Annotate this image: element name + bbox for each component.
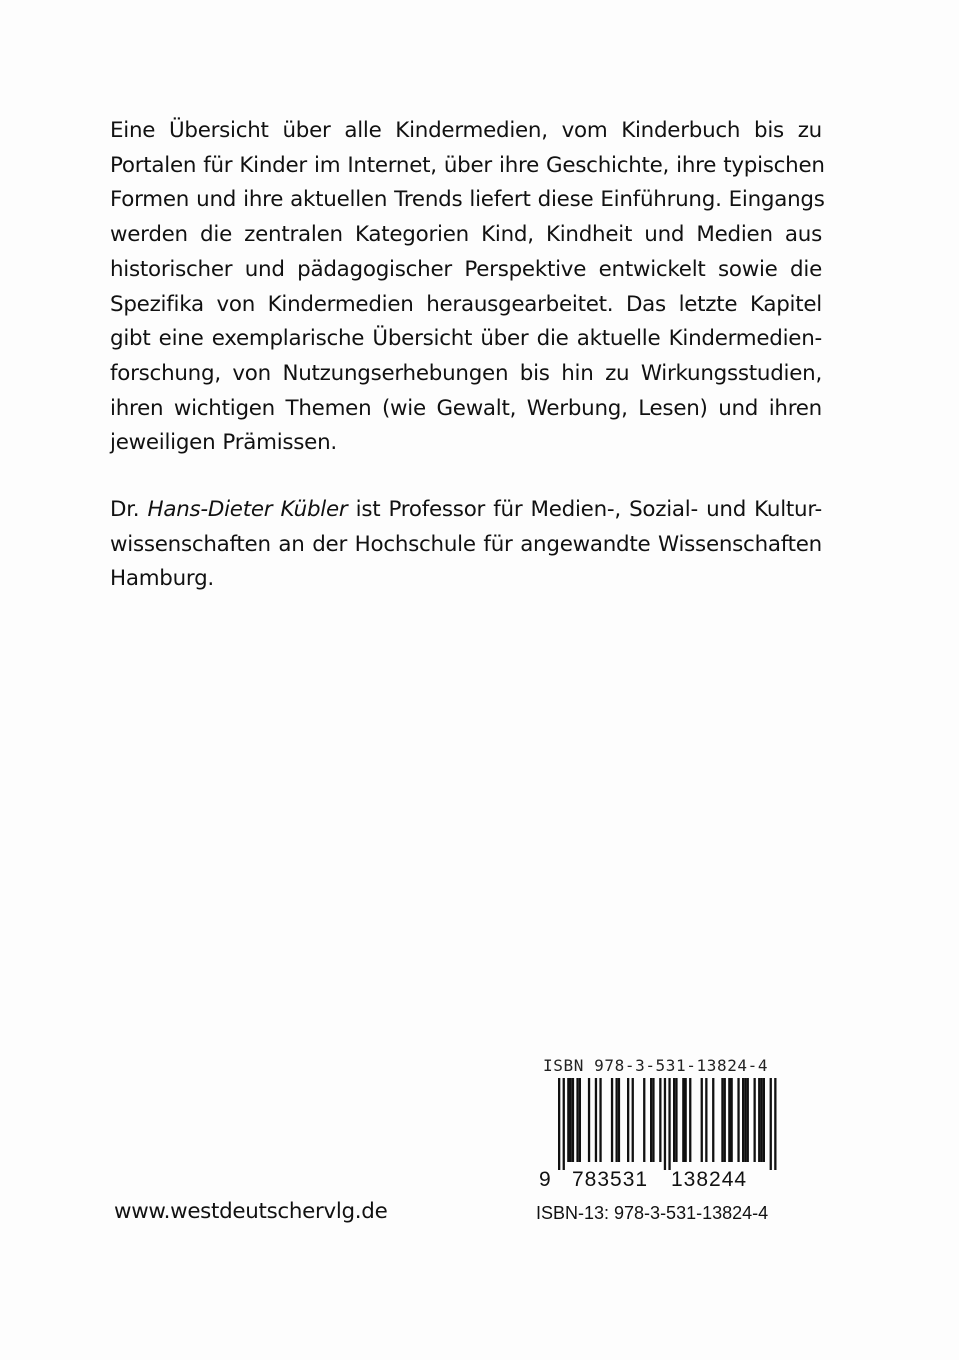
barcode-bar <box>705 1078 707 1162</box>
barcode-bar <box>724 1078 726 1162</box>
barcode-bar <box>675 1078 677 1162</box>
ean13-barcode <box>535 1078 795 1190</box>
barcode-bar <box>712 1078 714 1162</box>
author-bio-line: Hamburg. <box>110 566 214 592</box>
description-line: ihren wichtigen Themen (wie Gewalt, Werbung, Lesen) und ihren <box>110 395 822 421</box>
barcode-bar <box>611 1078 613 1162</box>
barcode-bar <box>737 1078 739 1162</box>
author-bio-line: wissenschaften an der Hochschule für angewandte Wissenschaften <box>110 531 822 557</box>
barcode-bar <box>599 1078 601 1162</box>
barcode-bar <box>588 1078 590 1162</box>
barcode-bar <box>754 1078 756 1162</box>
author-bio <box>110 493 822 597</box>
barcode-bar <box>763 1078 765 1162</box>
barcode-bar <box>650 1078 652 1162</box>
barcode-left-digits: 783531 <box>572 1168 649 1190</box>
description-line: Formen und ihre aktuellen Trends liefert diese Einführung. Eingangs <box>110 187 825 213</box>
barcode-bar <box>742 1078 744 1162</box>
barcode-bar <box>567 1078 569 1162</box>
barcode-bar <box>659 1078 661 1162</box>
barcode-bar <box>572 1078 574 1162</box>
author-title: Dr. <box>110 497 140 522</box>
barcode-bar <box>643 1078 645 1162</box>
barcode-bars <box>558 1078 777 1170</box>
barcode-bar <box>728 1078 730 1162</box>
barcode-bar <box>731 1078 733 1162</box>
description-line: forschung, von Nutzungserhebungen bis hin zu Wirkungsstudien, <box>110 360 822 386</box>
barcode-bar <box>689 1078 691 1162</box>
description-line: jeweiligen Prämissen. <box>110 430 337 456</box>
barcode-bar <box>747 1078 749 1162</box>
barcode-bar <box>682 1078 684 1162</box>
description-line: Portalen für Kinder im Internet, über ihre Geschichte, ihre typischen <box>110 152 825 178</box>
barcode-bar <box>685 1078 687 1162</box>
barcode-bar <box>595 1078 597 1162</box>
description-line: Spezifika von Kindermedien herausgearbeitet. Das letzte Kapitel <box>110 291 822 317</box>
barcode-bar <box>744 1078 746 1162</box>
barcode-bar <box>652 1078 654 1162</box>
author-name: Hans-Dieter Kübler <box>147 497 348 522</box>
barcode-bar <box>721 1078 723 1162</box>
barcode-bar <box>770 1078 772 1170</box>
barcode-bar <box>758 1078 760 1162</box>
description-line: gibt eine exemplarische Übersicht über die aktuelle Kindermedien- <box>110 326 822 352</box>
barcode <box>535 1056 795 1196</box>
barcode-bar <box>632 1078 634 1162</box>
publisher-url[interactable]: www.westdeutschervlg.de <box>114 1199 388 1224</box>
barcode-bar <box>673 1078 675 1162</box>
book-description <box>110 114 825 461</box>
barcode-bar <box>668 1078 670 1170</box>
description-line: Eine Übersicht über alle Kindermedien, vom Kinderbuch bis zu <box>110 118 822 143</box>
barcode-lead-digit: 9 <box>539 1168 551 1190</box>
barcode-bar <box>618 1078 620 1162</box>
barcode-bar <box>664 1078 666 1170</box>
description-line: werden die zentralen Kategorien Kind, Kindheit und Medien aus <box>110 222 822 248</box>
author-bio-line <box>110 493 822 528</box>
barcode-bar <box>558 1078 560 1170</box>
isbn-13: ISBN-13: 978-3-531-13824-4 <box>536 1203 769 1223</box>
barcode-bar <box>616 1078 618 1162</box>
barcode-bar <box>760 1078 762 1162</box>
author-bio-text: ist Professor für Medien-, Sozial- und Kultur- <box>355 497 822 522</box>
barcode-bar <box>579 1078 581 1162</box>
barcode-bar <box>563 1078 565 1170</box>
barcode-bar <box>774 1078 776 1170</box>
barcode-bar <box>570 1078 572 1162</box>
barcode-bar <box>627 1078 629 1162</box>
description-line: historischer und pädagogischer Perspektive entwickelt sowie die <box>110 256 822 282</box>
barcode-bar <box>576 1078 578 1162</box>
barcode-right-digits: 138244 <box>671 1168 748 1190</box>
barcode-bar <box>701 1078 703 1162</box>
barcode-isbn-label: ISBN 978-3-531-13824-4 <box>543 1056 769 1075</box>
